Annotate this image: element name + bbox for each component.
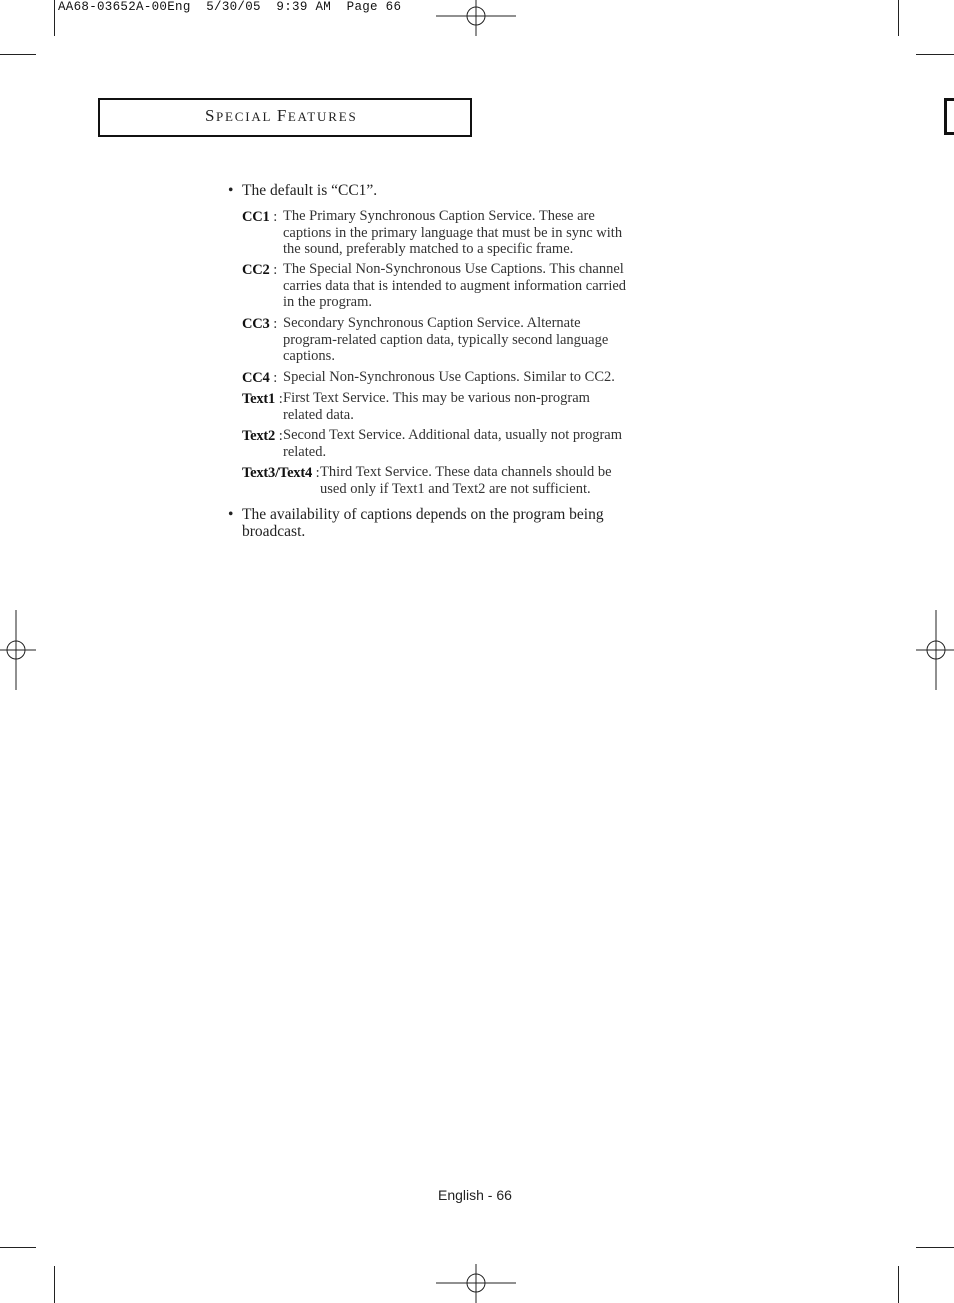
- definition-text2: [242, 427, 283, 445]
- definition-line: Third Text Service. These data channels should be: [320, 464, 612, 480]
- definition-term: CC3: [242, 316, 270, 332]
- section-title-initial-1: S: [205, 106, 216, 125]
- definition-line: Special Non-Synchronous Use Captions. Similar to CC2.: [283, 369, 615, 385]
- section-title-rest-1: PECIAL: [215, 109, 277, 124]
- bullet-caption-availability: [228, 506, 604, 540]
- definition-line: carries data that is intended to augment information carried: [283, 277, 627, 294]
- definition-line: program-related caption data, typically second language: [283, 331, 609, 348]
- definition-line: the sound, preferably matched to a specific frame.: [283, 241, 574, 257]
- section-title-initial-2: F: [276, 106, 288, 125]
- definition-text3-text4-text: [320, 464, 612, 497]
- definition-cc3: [242, 315, 277, 333]
- definition-line: captions.: [283, 348, 335, 364]
- definition-text1-text: [283, 390, 590, 423]
- crop-mark-top-left-v: [54, 0, 55, 36]
- definition-text2-text: [283, 427, 622, 460]
- registration-mark-top-icon: [436, 0, 516, 36]
- definition-line: First Text Service. This may be various non-program: [283, 390, 590, 406]
- registration-mark-bottom-icon: [436, 1264, 516, 1303]
- section-title-rest-2: EATURES: [287, 109, 358, 124]
- definition-separator: :: [269, 262, 278, 278]
- definition-separator: :: [275, 428, 283, 444]
- bullet-default-cc: [228, 182, 378, 199]
- definition-cc3-text: [283, 315, 608, 365]
- crop-mark-bottom-left-h: [0, 1247, 36, 1248]
- definition-line: The Special Non-Synchronous Use Captions. This channel: [283, 261, 624, 277]
- registration-mark-left-icon: [0, 610, 36, 690]
- definition-line: related data.: [283, 406, 354, 423]
- print-slug-line: AA68-03652A-00Eng 5/30/05 9:39 AM Page 66: [58, 0, 402, 14]
- definition-line: The Primary Synchronous Caption Service. These are: [283, 208, 595, 224]
- definition-line: related.: [283, 443, 327, 460]
- definition-cc1: [242, 208, 277, 226]
- definition-line: Secondary Synchronous Caption Service. Alternate: [283, 315, 581, 331]
- definition-text1: [242, 390, 283, 408]
- definition-term: Text1: [242, 391, 276, 407]
- definition-separator: :: [269, 370, 278, 386]
- crop-mark-bottom-left-v: [54, 1266, 55, 1303]
- definition-cc2: [242, 261, 277, 279]
- bullet-dot-icon: •: [228, 506, 234, 523]
- definition-separator: :: [269, 316, 278, 332]
- registration-mark-right-icon: [916, 610, 954, 690]
- definition-separator: :: [269, 209, 278, 225]
- crop-mark-bottom-right-v: [898, 1266, 899, 1303]
- bullet-text-line: The availability of captions depends on the program being: [242, 506, 604, 523]
- definition-separator: :: [275, 391, 283, 407]
- section-title: [205, 106, 357, 126]
- definition-term: CC2: [242, 262, 270, 278]
- definition-cc2-text: [283, 261, 626, 311]
- definition-term: CC1: [242, 209, 270, 225]
- definition-term: Text3/Text4: [242, 465, 313, 481]
- section-tab-marker: [944, 98, 954, 135]
- definition-line: in the program.: [283, 294, 372, 310]
- bullet-text: The default is “CC1”.: [242, 182, 378, 199]
- definition-term: CC4: [242, 370, 270, 386]
- crop-mark-top-left-h: [0, 54, 36, 55]
- bullet-text-line: broadcast.: [242, 523, 306, 540]
- definition-cc4-text: [283, 369, 615, 386]
- definition-cc1-text: [283, 208, 622, 258]
- definition-term: Text2: [242, 428, 276, 444]
- definition-cc4: [242, 369, 277, 387]
- page-footer-number: English - 66: [438, 1187, 512, 1203]
- definition-separator: :: [312, 465, 320, 481]
- definition-line: used only if Text1 and Text2 are not sufficient.: [320, 480, 591, 497]
- crop-mark-bottom-right-h: [916, 1247, 954, 1248]
- definition-line: captions in the primary language that must be in sync with: [283, 224, 623, 241]
- definition-text3-text4: [242, 464, 320, 482]
- crop-mark-top-right-h: [916, 54, 954, 55]
- crop-mark-top-right-v: [898, 0, 899, 36]
- bullet-dot-icon: •: [228, 182, 234, 199]
- definition-line: Second Text Service. Additional data, usually not program: [283, 427, 622, 443]
